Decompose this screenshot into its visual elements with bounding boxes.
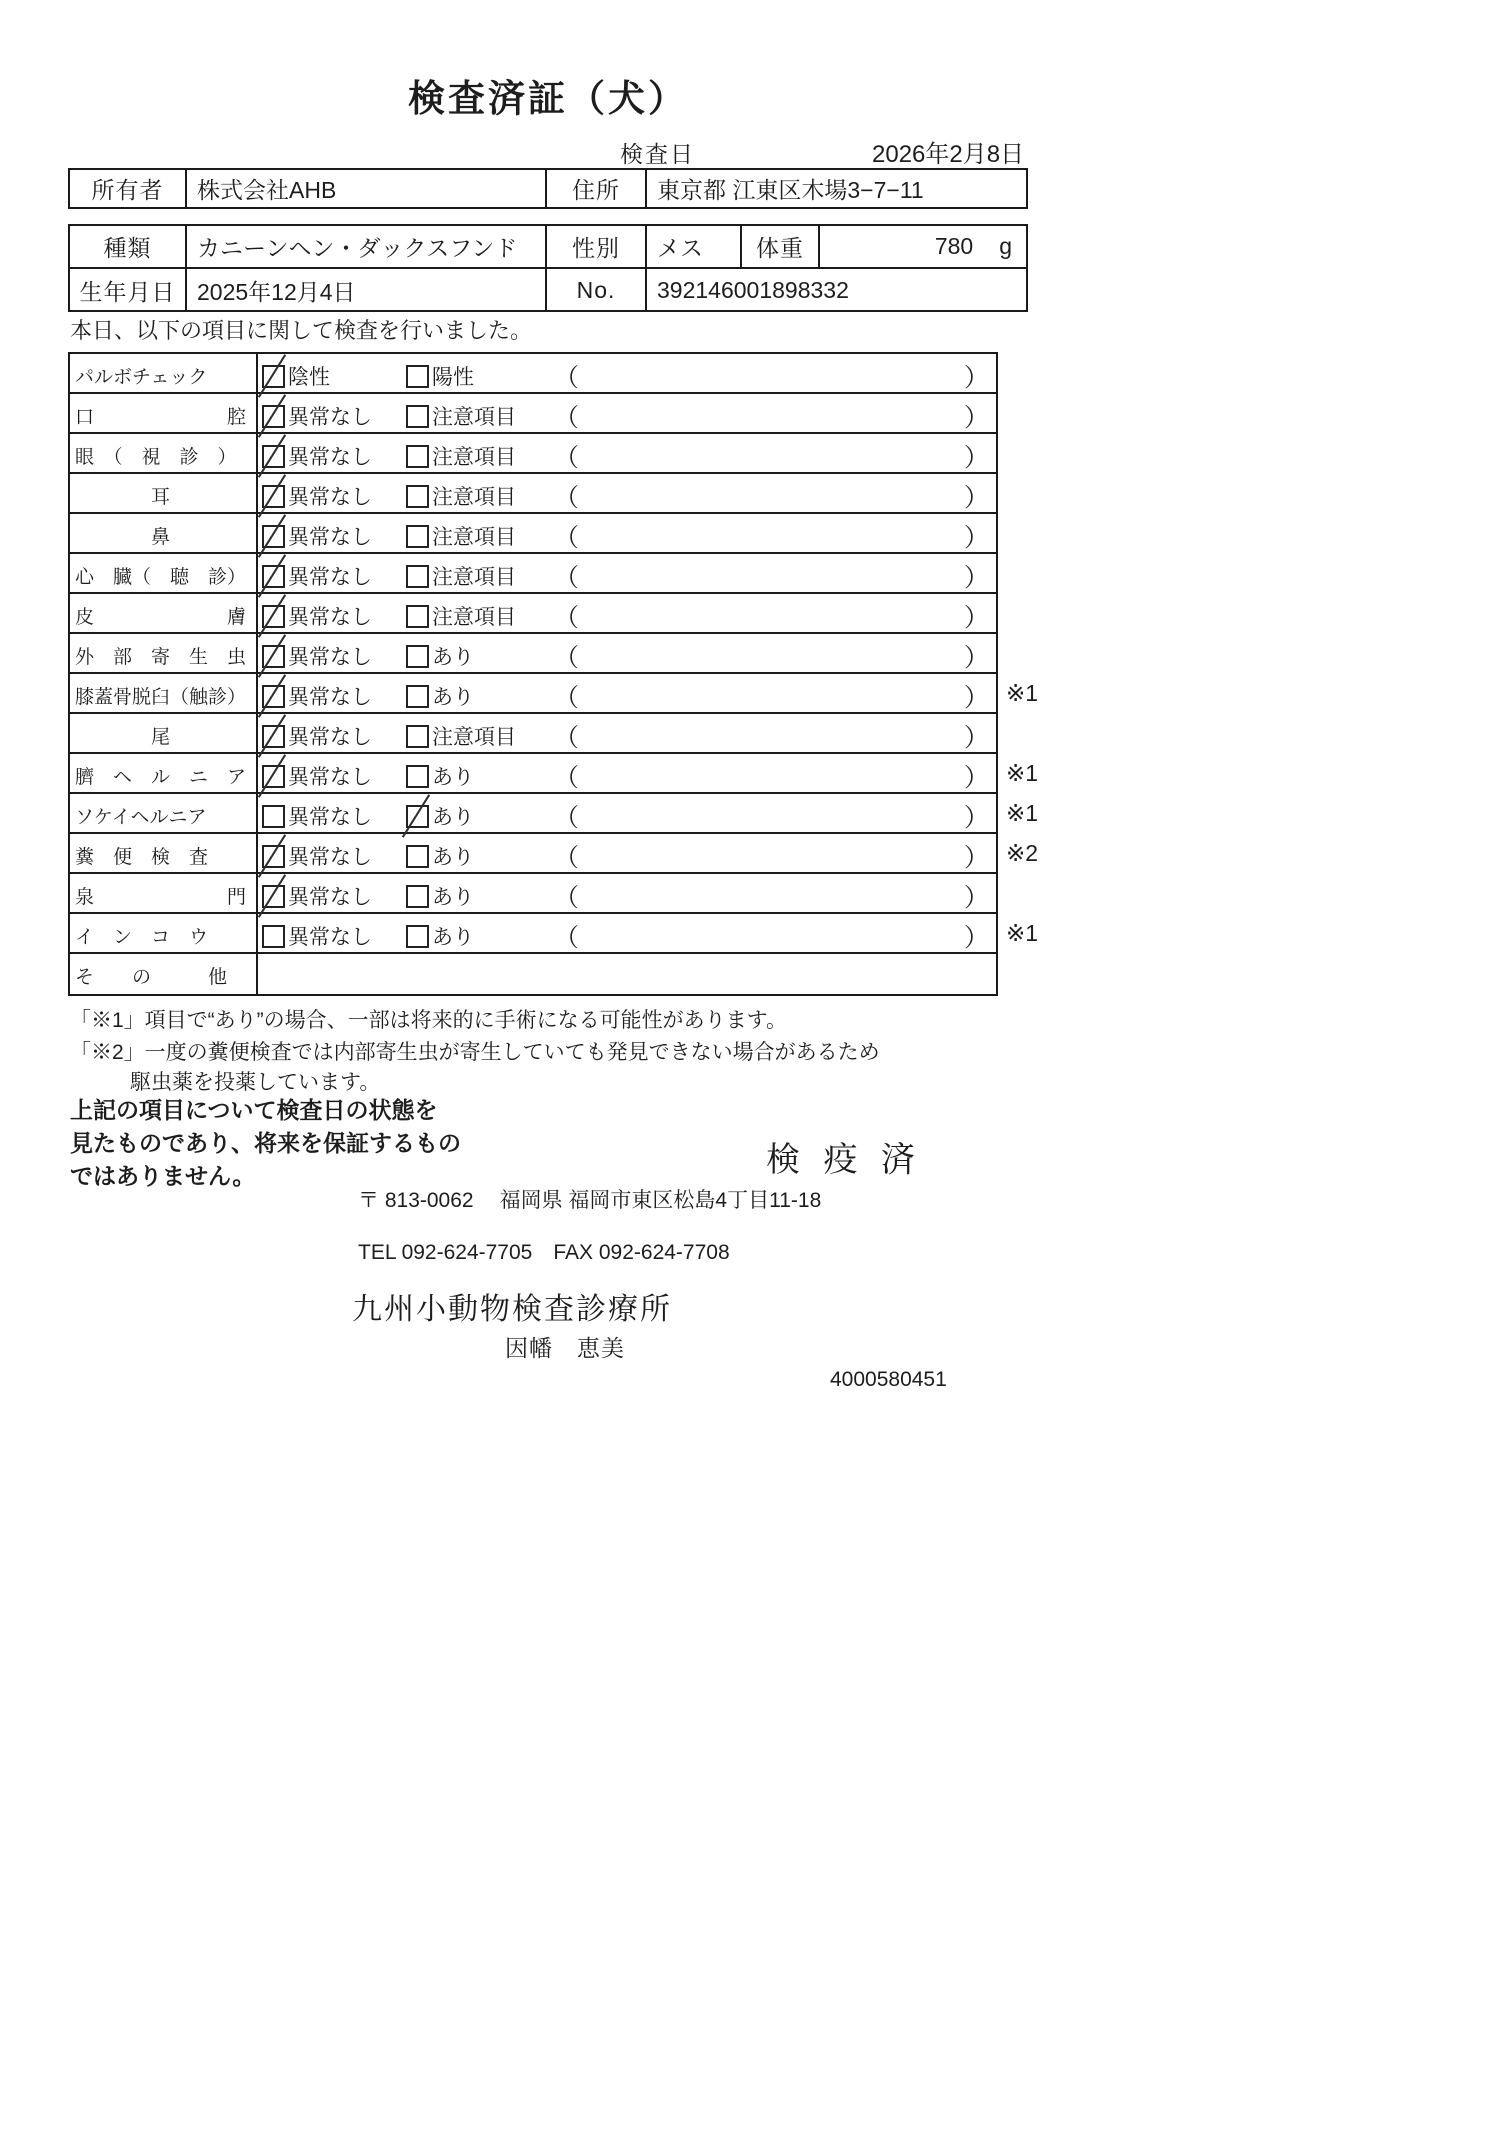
- pet-table: [68, 224, 1028, 312]
- option: [262, 401, 372, 431]
- paren-close: ）: [964, 844, 990, 872]
- inspection-date-value: 2026年2月8日: [872, 141, 1025, 168]
- row-options: [258, 834, 996, 872]
- table-row: [70, 914, 1039, 954]
- item-label: 眼 （ 視 診 ）: [70, 434, 258, 472]
- option-label: 陽性: [432, 366, 474, 389]
- option: [406, 761, 474, 791]
- option: [262, 841, 372, 871]
- owner-value: 株式会社AHB: [187, 170, 547, 207]
- paren-open: （: [554, 804, 580, 832]
- option-label: 異常なし: [288, 446, 372, 469]
- check-mark: [258, 394, 286, 437]
- row-note: ※1: [1006, 680, 1039, 706]
- option-label: 陰性: [288, 366, 330, 389]
- paren-open: （: [554, 524, 580, 552]
- paren-close: ）: [964, 444, 990, 472]
- quarantine-stamp: 検 疫 済: [766, 1141, 922, 1179]
- paren-open: （: [554, 684, 580, 712]
- option-label: 異常なし: [288, 526, 372, 549]
- row-options: [258, 794, 996, 832]
- weight-value: 780: [934, 233, 974, 259]
- option-label: 注意項目: [432, 566, 516, 589]
- clinic-name: 九州小動物検査診療所: [352, 1293, 672, 1326]
- item-label: 糞 便 検 査: [70, 834, 258, 872]
- row-note: ※1: [1006, 760, 1039, 786]
- option-label: 異常なし: [288, 606, 372, 629]
- option-label: 注意項目: [432, 486, 516, 509]
- option: [406, 521, 516, 551]
- paren-open: （: [554, 604, 580, 632]
- option: [406, 921, 474, 951]
- checkbox: [262, 805, 285, 828]
- option-label: あり: [432, 846, 474, 869]
- checkbox: [406, 445, 429, 468]
- check-mark: [402, 794, 430, 837]
- page-title: 検査済証（犬）: [408, 78, 688, 119]
- checkbox: [406, 685, 429, 708]
- option-label: 異常なし: [288, 686, 372, 709]
- footnote-2-cont: 駆虫薬を投薬しています。: [130, 1071, 381, 1094]
- clinic-address: 福岡県 福岡市東区松島4丁目11-18: [499, 1189, 822, 1212]
- checkbox: [406, 485, 429, 508]
- table-row: [70, 714, 996, 754]
- check-mark: [258, 354, 286, 397]
- checkbox: [262, 445, 285, 468]
- option: [262, 641, 372, 671]
- weight-value-cell: [820, 226, 1026, 269]
- option-label: 異常なし: [288, 486, 372, 509]
- option-label: 異常なし: [288, 566, 372, 589]
- row-options: [258, 594, 996, 632]
- sex-value: メス: [647, 226, 742, 269]
- paren-open: （: [554, 564, 580, 592]
- item-label: 臍 ヘ ル ニ ア: [70, 754, 258, 792]
- paren-open: （: [554, 404, 580, 432]
- checkbox: [262, 725, 285, 748]
- birth-value: 2025年12月4日: [187, 269, 547, 312]
- paren-open: （: [554, 484, 580, 512]
- paren-close: ）: [964, 924, 990, 952]
- check-mark: [258, 674, 286, 717]
- paren-close: ）: [964, 404, 990, 432]
- paren-close: ）: [964, 604, 990, 632]
- option-label: 異常なし: [288, 806, 372, 829]
- clinic-postal-line: [358, 1184, 821, 1214]
- paren-close: ）: [964, 724, 990, 752]
- check-mark: [258, 554, 286, 597]
- checkbox: [262, 485, 285, 508]
- table-row: [70, 434, 996, 474]
- paren-close: ）: [964, 884, 990, 912]
- checkbox: [262, 645, 285, 668]
- checkbox: [262, 405, 285, 428]
- option-label: あり: [432, 886, 474, 909]
- disclaimer: [70, 1094, 461, 1193]
- option-label: 注意項目: [432, 606, 516, 629]
- table-row: [70, 754, 1039, 794]
- checkbox: [406, 365, 429, 388]
- option-label: あり: [432, 806, 474, 829]
- table-row: [70, 554, 996, 594]
- owner-label: 所有者: [70, 170, 187, 207]
- checkbox: [406, 805, 429, 828]
- check-mark: [258, 874, 286, 917]
- row-note: ※2: [1006, 840, 1039, 866]
- disclaimer-line: ではありません。: [70, 1163, 256, 1189]
- row-options: [258, 474, 996, 512]
- checkbox: [406, 525, 429, 548]
- check-mark: [258, 514, 286, 557]
- option: [262, 601, 372, 631]
- paren-close: ）: [964, 804, 990, 832]
- option-label: 注意項目: [432, 526, 516, 549]
- option: [262, 561, 372, 591]
- checkbox: [262, 525, 285, 548]
- row-options: [258, 754, 996, 792]
- row-options: [258, 514, 996, 552]
- paren-close: ）: [964, 524, 990, 552]
- option-label: あり: [432, 686, 474, 709]
- checkbox: [262, 565, 285, 588]
- row-options: [258, 674, 996, 712]
- row-options: [258, 394, 996, 432]
- table-row: [70, 794, 1039, 834]
- paren-open: （: [554, 884, 580, 912]
- weight-unit: g: [999, 233, 1012, 259]
- checkbox: [262, 925, 285, 948]
- paren-close: ）: [964, 684, 990, 712]
- option: [406, 601, 516, 631]
- paren-open: （: [554, 764, 580, 792]
- table-row: [70, 674, 1039, 714]
- paren-open: （: [554, 644, 580, 672]
- option: [262, 521, 372, 551]
- item-label: パルボチェック: [70, 354, 258, 392]
- item-label: 耳: [70, 474, 258, 512]
- option-label: 異常なし: [288, 886, 372, 909]
- paren-open: （: [554, 444, 580, 472]
- table-row: [70, 594, 996, 634]
- checkbox: [262, 845, 285, 868]
- option: [262, 921, 372, 951]
- option-label: あり: [432, 926, 474, 949]
- disclaimer-line: 見たものであり、将来を保証するもの: [70, 1130, 461, 1156]
- option: [262, 361, 330, 391]
- checkbox: [406, 925, 429, 948]
- item-label: 泉 門: [70, 874, 258, 912]
- paren-open: （: [554, 844, 580, 872]
- footnote-1: 「※1」項目で“あり”の場合、一部は将来的に手術になる可能性があります。: [70, 1009, 787, 1032]
- table-row: [70, 954, 996, 994]
- address-value: 東京都 江東区木場3−7−11: [657, 177, 924, 203]
- item-label: 心 臓（ 聴 診）: [70, 554, 258, 592]
- check-mark: [258, 754, 286, 797]
- checkbox: [406, 405, 429, 428]
- veterinarian-name: 因幡 恵美: [505, 1335, 625, 1361]
- check-mark: [258, 594, 286, 637]
- paren-open: （: [554, 724, 580, 752]
- option: [406, 801, 474, 831]
- row-options: [258, 874, 996, 912]
- item-label: そ の 他: [70, 954, 258, 994]
- checkbox: [406, 645, 429, 668]
- row-options: [258, 634, 996, 672]
- paren-open: （: [554, 924, 580, 952]
- inspection-table: [68, 352, 1039, 996]
- no-label: No.: [547, 269, 647, 312]
- address-label: 住所: [547, 170, 647, 207]
- option: [406, 401, 516, 431]
- checkbox: [262, 685, 285, 708]
- option: [406, 881, 474, 911]
- checkbox: [406, 725, 429, 748]
- checkbox: [262, 605, 285, 628]
- row-note: ※1: [1006, 920, 1039, 946]
- item-label: 外 部 寄 生 虫: [70, 634, 258, 672]
- postal-code: 〒 813-0062: [358, 1189, 474, 1212]
- check-mark: [258, 634, 286, 677]
- option: [406, 561, 516, 591]
- inspection-date-label: 検査日: [620, 141, 695, 167]
- check-mark: [258, 474, 286, 517]
- paren-close: ）: [964, 764, 990, 792]
- owner-table: [68, 168, 1028, 209]
- option-label: 注意項目: [432, 726, 516, 749]
- option: [262, 681, 372, 711]
- checkbox: [406, 565, 429, 588]
- option-label: 異常なし: [288, 766, 372, 789]
- paren-open: （: [554, 364, 580, 392]
- paren-close: ）: [964, 564, 990, 592]
- table-row: [70, 394, 996, 434]
- option: [406, 641, 474, 671]
- checkbox: [406, 765, 429, 788]
- option: [262, 441, 372, 471]
- row-options: [258, 354, 996, 392]
- intro-text: 本日、以下の項目に関して検査を行いました。: [70, 318, 533, 343]
- table-row: [70, 634, 996, 674]
- option-label: 異常なし: [288, 646, 372, 669]
- option-label: 異常なし: [288, 926, 372, 949]
- option: [262, 721, 372, 751]
- checkbox: [406, 605, 429, 628]
- option: [406, 361, 474, 391]
- item-label: 口 腔: [70, 394, 258, 432]
- checkbox: [262, 365, 285, 388]
- checkbox: [406, 885, 429, 908]
- table-row: [70, 874, 996, 914]
- table-row: [70, 354, 996, 394]
- table-row: [70, 514, 996, 554]
- paren-close: ）: [964, 484, 990, 512]
- checkbox: [262, 885, 285, 908]
- no-value: 392146001898332: [657, 277, 849, 303]
- weight-label: 体重: [742, 226, 820, 269]
- option: [262, 801, 372, 831]
- row-options: [258, 714, 996, 752]
- row-note: ※1: [1006, 800, 1039, 826]
- option-label: 注意項目: [432, 446, 516, 469]
- row-options: [258, 554, 996, 592]
- check-mark: [258, 714, 286, 757]
- check-mark: [258, 834, 286, 877]
- option-label: 異常なし: [288, 846, 372, 869]
- checkbox: [406, 845, 429, 868]
- paren-close: ）: [964, 644, 990, 672]
- option: [262, 481, 372, 511]
- row-options: [258, 914, 996, 952]
- item-label: 尾: [70, 714, 258, 752]
- item-label: 鼻: [70, 514, 258, 552]
- option: [262, 761, 372, 791]
- row-options: [258, 434, 996, 472]
- footnote-2: 「※2」一度の糞便検査では内部寄生虫が寄生していても発見できない場合があるため: [70, 1041, 880, 1064]
- option: [406, 721, 516, 751]
- disclaimer-line: 上記の項目について検査日の状態を: [70, 1097, 438, 1123]
- item-label: 膝蓋骨脱臼（触診）: [70, 674, 258, 712]
- option: [262, 881, 372, 911]
- option-label: 異常なし: [288, 406, 372, 429]
- table-row: [70, 474, 996, 514]
- option-label: あり: [432, 646, 474, 669]
- item-label: 皮 膚: [70, 594, 258, 632]
- clinic-tel-fax: TEL 092-624-7705 FAX 092-624-7708: [358, 1241, 730, 1264]
- serial-number: 4000580451: [830, 1368, 947, 1391]
- checkbox: [262, 765, 285, 788]
- sex-label: 性別: [547, 226, 647, 269]
- option: [406, 441, 516, 471]
- paren-close: ）: [964, 364, 990, 392]
- option: [406, 841, 474, 871]
- option-label: 異常なし: [288, 726, 372, 749]
- item-label: ソケイヘルニア: [70, 794, 258, 832]
- option-label: あり: [432, 766, 474, 789]
- option: [406, 681, 474, 711]
- breed-label: 種類: [70, 226, 187, 269]
- option-label: 注意項目: [432, 406, 516, 429]
- item-label: イ ン コ ウ: [70, 914, 258, 952]
- table-row: [70, 834, 1039, 874]
- birth-label: 生年月日: [70, 269, 187, 312]
- option: [406, 481, 516, 511]
- breed-value: カニーンヘン・ダックスフンド: [187, 226, 547, 269]
- check-mark: [258, 434, 286, 477]
